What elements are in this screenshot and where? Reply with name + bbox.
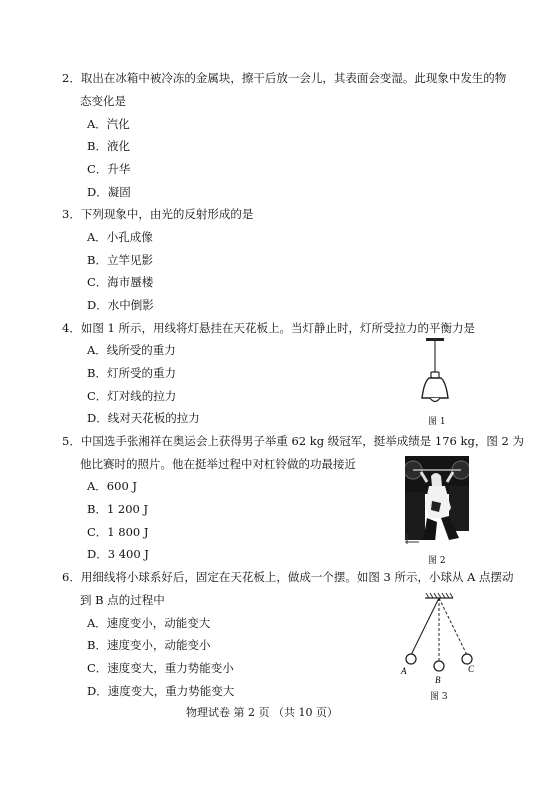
- q5-stem-line2: 他比赛时的照片。他在挺举过程中对杠铃做的功最接近: [80, 457, 356, 471]
- q5-option-b: B．1 200 J: [87, 502, 149, 516]
- q5-stem-line1: 5．中国选手张湘祥在奥运会上获得男子举重 62 kg 级冠军，挺举成绩是 176 kg，图 2 为: [62, 434, 524, 448]
- q3-option-a: A．小孔成像: [87, 230, 153, 244]
- pendulum-figure: [395, 590, 490, 690]
- q4-option-a: A．线所受的重力: [87, 343, 176, 357]
- q6-option-a: A．速度变小，动能变大: [87, 616, 211, 630]
- label-a: A: [401, 666, 407, 676]
- figure2-caption: 图 2: [428, 556, 446, 566]
- weightlifter-photo: [405, 456, 469, 547]
- q2-option-d: D．凝固: [87, 185, 131, 199]
- q3-stem-line1: 3．下列现象中，由光的反射形成的是: [62, 207, 254, 221]
- q5-option-a: A．600 J: [87, 479, 138, 493]
- q4-option-b: B．灯所受的重力: [87, 366, 176, 380]
- q3-option-d: D．水中倒影: [87, 298, 154, 312]
- q6-option-b: B．速度变小，动能变小: [87, 638, 211, 652]
- q3-option-c: C．海市蜃楼: [87, 275, 154, 289]
- q6-stem-line1: 6．用细线将小球系好后，固定在天花板上，做成一个摆。如图 3 所示，小球从 A 点摆动: [62, 570, 514, 584]
- q6-option-d: D．速度变大，重力势能变大: [87, 684, 235, 698]
- q2-stem-line1: 2．取出在冰箱中被冷冻的金属块，擦干后放一会儿，其表面会变湿。此现象中发生的物: [62, 71, 507, 85]
- q2-stem-line2: 态变化是: [80, 94, 126, 108]
- q2-option-a: A．汽化: [87, 117, 130, 131]
- q3-option-b: B．立竿见影: [87, 253, 153, 267]
- q5-option-c: C．1 800 J: [87, 525, 149, 539]
- figure3-caption: 图 3: [430, 692, 448, 702]
- hanging-lamp-figure: [412, 338, 458, 410]
- label-b: B: [435, 675, 441, 685]
- q6-stem-line2: 到 B 点的过程中: [80, 593, 165, 607]
- page-footer: 物理试卷 第 2 页 （共 10 页）: [186, 706, 338, 719]
- q2-option-b: B．液化: [87, 139, 130, 153]
- q4-option-d: D．线对天花板的拉力: [87, 411, 200, 425]
- q4-option-c: C．灯对线的拉力: [87, 389, 177, 403]
- q2-option-c: C．升华: [87, 162, 131, 176]
- label-c: C: [468, 664, 475, 674]
- q5-option-d: D．3 400 J: [87, 547, 149, 561]
- q4-stem-line1: 4．如图 1 所示，用线将灯悬挂在天花板上。当灯静止时，灯所受拉力的平衡力是: [62, 321, 475, 335]
- q6-option-c: C．速度变大，重力势能变小: [87, 661, 234, 675]
- figure1-caption: 图 1: [428, 417, 446, 427]
